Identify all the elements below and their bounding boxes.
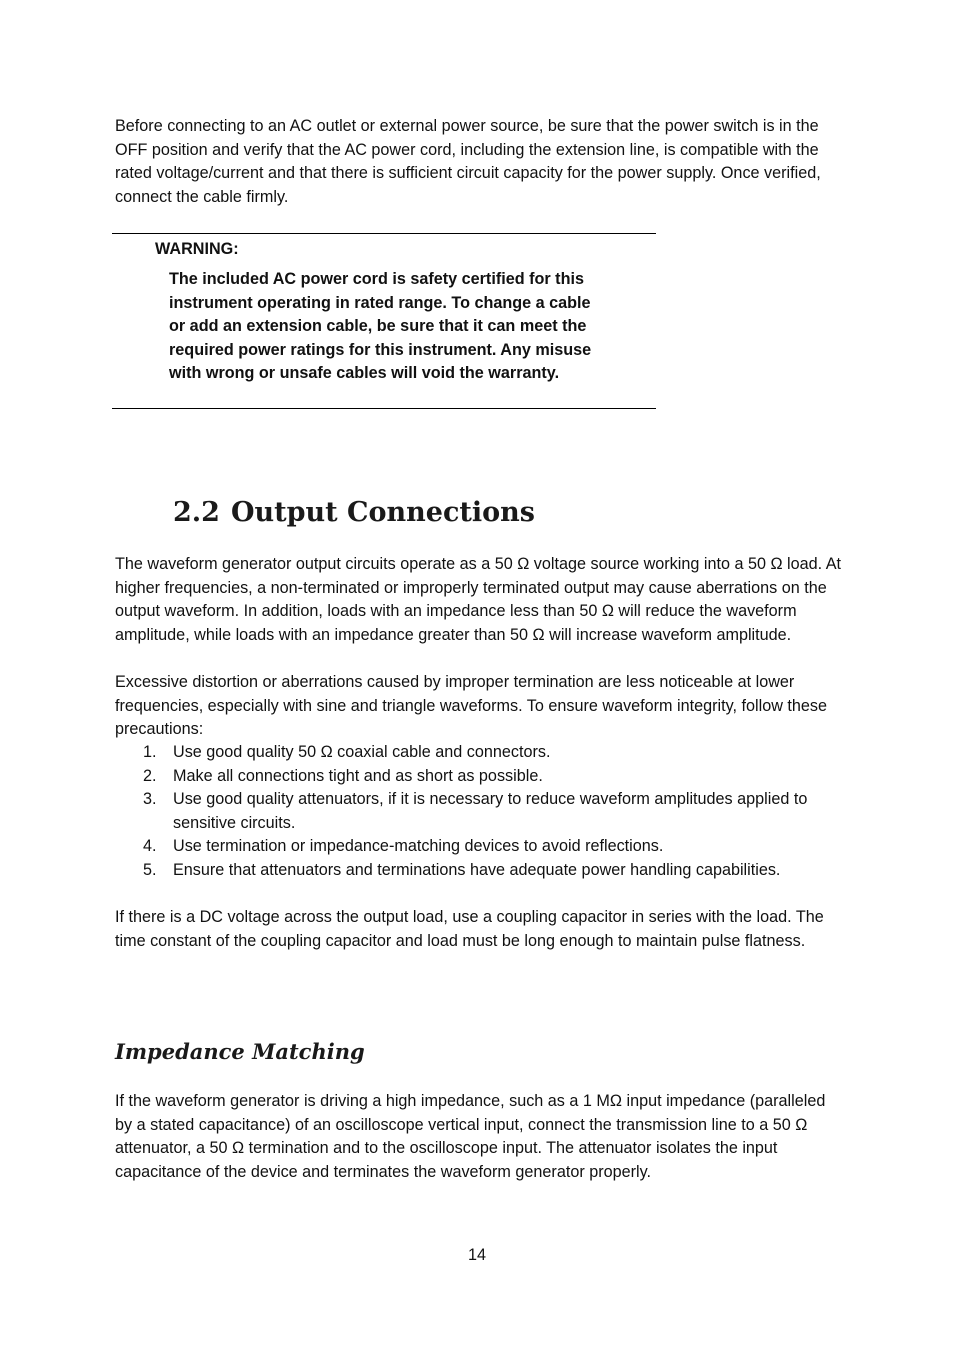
list-item xyxy=(115,765,843,789)
section-heading xyxy=(173,494,535,532)
precautions-list xyxy=(115,741,843,882)
section-paragraph-2: Excessive distortion or aberrations caused by improper termination are less noticeable at lower frequencies, especially with sine and triangle waveforms. To ensure waveform integrity, follow these precautions: xyxy=(115,673,827,738)
list-item-number: 4. xyxy=(143,837,157,855)
warning-box xyxy=(112,233,656,409)
list-item-number: 3. xyxy=(143,790,157,808)
section-paragraph-3: If there is a DC voltage across the output load, use a coupling capacitor in series with the load. The time constant of the coupling capacitor and load must be long enough to maintain pulse flatness. xyxy=(115,908,824,950)
subsection-paragraph: If the waveform generator is driving a high impedance, such as a 1 MΩ input impedance (paralleled by a stated capacitance) of an oscilloscope vertical input, connect the transmission line to a 50 Ω attenuator, a 50 Ω termination and to the oscilloscope input. The attenuator isolates the input capacitance of the device and terminates the waveform generator properly. xyxy=(115,1092,826,1181)
subsection-title: Impedance Matching xyxy=(115,1039,365,1064)
warning-title: WARNING: xyxy=(155,240,239,258)
intro-paragraph: Before connecting to an AC outlet or external power source, be sure that the power switch is in the OFF position and verify that the AC power cord, including the extension line, is compatible with the rated voltage/current and that there is sufficient circuit capacity for the power supply. Once verified, connect the cable firmly. xyxy=(115,117,821,206)
section-title: Output Connections xyxy=(231,497,535,528)
list-item xyxy=(115,741,843,765)
list-item-number: 5. xyxy=(143,860,157,879)
list-item xyxy=(115,859,843,883)
warning-body: The included AC power cord is safety certified for this instrument operating in rated range. To change a cable or add an extension cable, be sure that it can meet the required power ratings for this instrument. Any misuse with wrong or unsafe cables will void the warranty. xyxy=(169,270,592,382)
list-item-text: Ensure that attenuators and terminations have adequate power handling capabilities. xyxy=(173,860,781,879)
section-paragraph-1: The waveform generator output circuits operate as a 50 Ω voltage source working into a 50 Ω load. At higher frequencies, a non-terminated or improperly terminated output may cause aberrations on the output waveform. In addition, loads with an impedance less than 50 Ω will reduce the waveform amplitude, while loads with an impedance greater than 50 Ω will increase waveform amplitude. xyxy=(115,555,842,644)
page-number: 14 xyxy=(467,1246,486,1264)
list-item-text: Use good quality 50 Ω coaxial cable and connectors. xyxy=(173,743,551,761)
list-item xyxy=(115,788,843,835)
list-item xyxy=(115,835,843,859)
list-item-number: 2. xyxy=(143,766,157,785)
section-number: 2.2 xyxy=(173,497,220,528)
list-item-text: Use good quality attenuators, if it is necessary to reduce waveform amplitudes applied to sensitive circuits. xyxy=(173,790,808,832)
list-item-number: 1. xyxy=(143,743,157,761)
list-item-text: Use termination or impedance-matching devices to avoid reflections. xyxy=(173,837,664,855)
list-item-text: Make all connections tight and as short as possible. xyxy=(173,766,543,785)
